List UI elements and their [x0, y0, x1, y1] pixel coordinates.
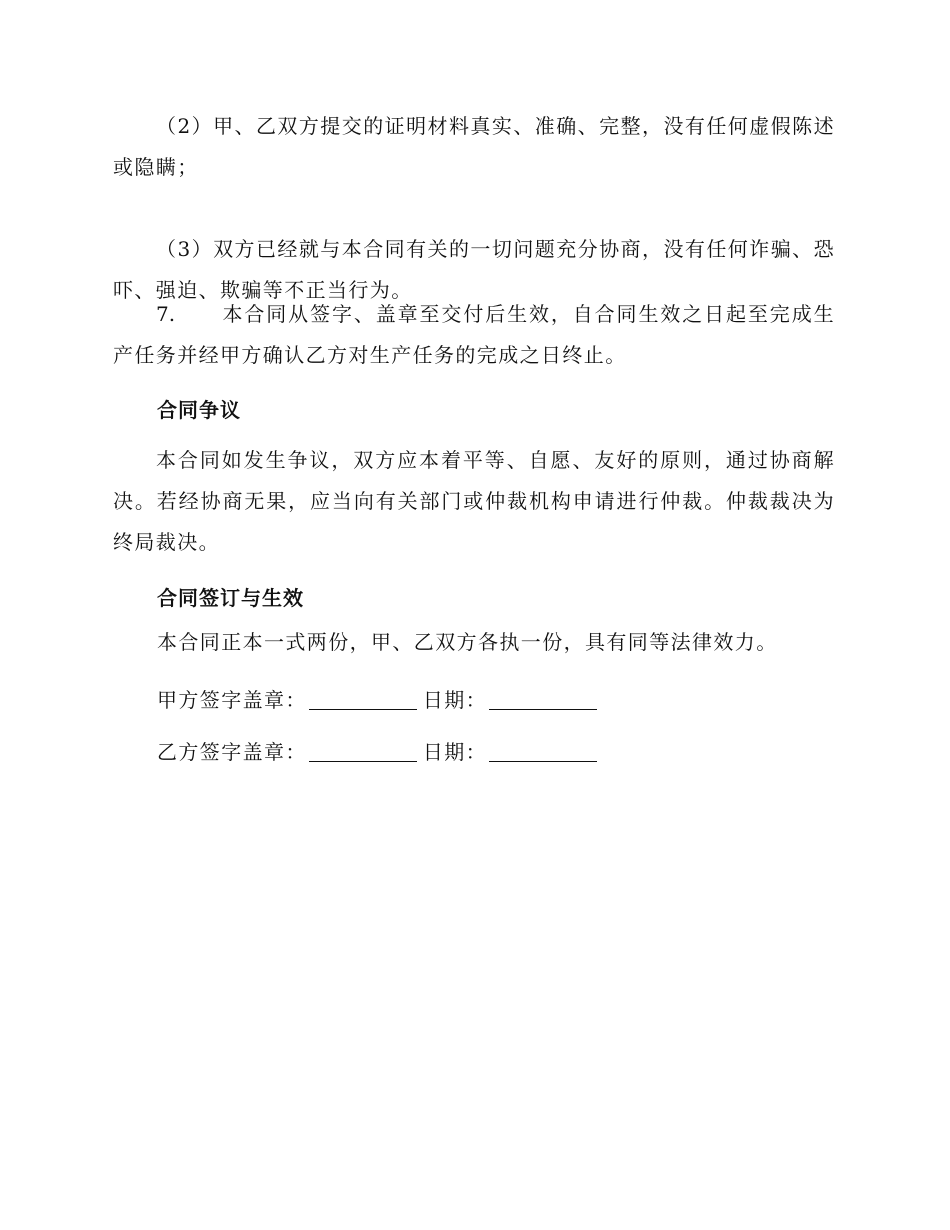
section-signing-text: 本合同正本一式两份，甲、乙双方各执一份，具有同等法律效力。	[157, 630, 778, 654]
party-b-sign-label: 乙方签字盖章：	[157, 740, 307, 764]
party-a-date-label: 日期：	[422, 688, 488, 712]
clause-7	[113, 294, 835, 376]
clause-7-text: 本合同从签字、盖章至交付后生效，自合同生效之日起至完成生产任务并经甲方确认乙方对生产任务的完成之日终止。	[113, 302, 835, 367]
party-b-date-blank	[489, 741, 597, 762]
party-b-sign-blank	[309, 741, 417, 762]
clause-6-3: （3）双方已经就与本合同有关的一切问题充分协商，没有任何诈骗、恐吓、强迫、欺骗等不正当行为。	[113, 237, 835, 302]
party-a-date-blank	[489, 689, 597, 710]
section-dispute-title: 合同争议	[157, 398, 241, 422]
party-b-signature-line	[157, 738, 603, 766]
party-b-date-label: 日期：	[422, 740, 488, 764]
party-a-signature-line	[157, 686, 603, 714]
section-signing-title: 合同签订与生效	[157, 586, 304, 610]
party-a-sign-blank	[309, 689, 417, 710]
party-a-sign-label: 甲方签字盖章：	[157, 688, 307, 712]
clause-6-2: （2）甲、乙双方提交的证明材料真实、准确、完整，没有任何虚假陈述或隐瞒；	[113, 114, 835, 179]
clause-7-number: 7.	[156, 302, 176, 326]
section-dispute-text: 本合同如发生争议，双方应本着平等、自愿、友好的原则，通过协商解决。若经协商无果，应当向有关部门或仲裁机构申请进行仲裁。仲裁裁决为终局裁决。	[113, 448, 835, 554]
